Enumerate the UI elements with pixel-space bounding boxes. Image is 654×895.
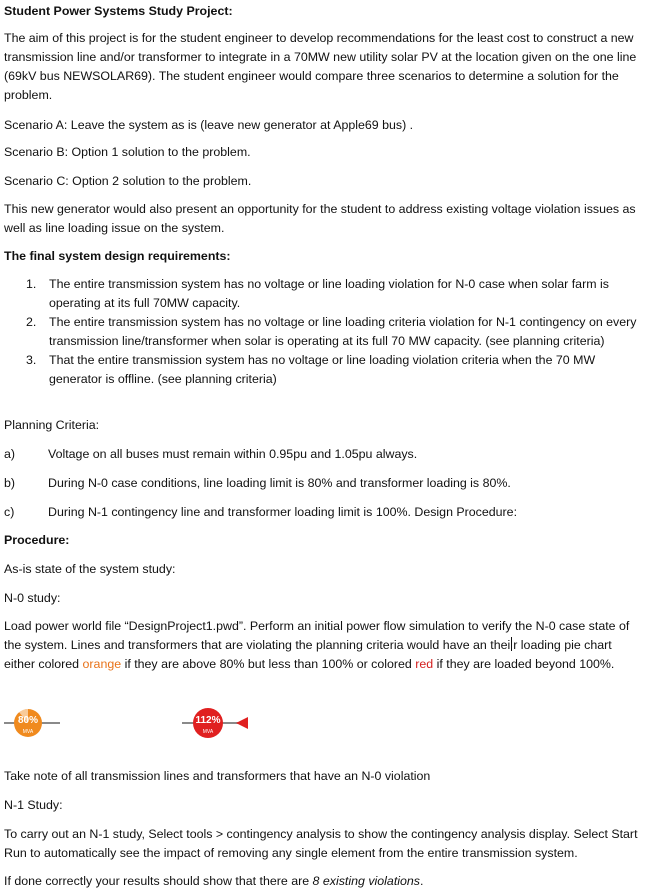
requirement-number: 1.	[26, 277, 37, 291]
n0-text-part: if they are loaded beyond 100%.	[433, 657, 615, 671]
final-text-part: If done correctly your results should show that there are	[4, 874, 313, 888]
requirement-number: 3.	[26, 353, 37, 367]
scenario-c: Scenario C: Option 2 solution to the problem.	[4, 174, 252, 188]
n1-heading: N-1 Study:	[4, 798, 63, 812]
requirement-text: The entire transmission system has no voltage or line loading violation for N-0 case when solar farm is operating at its full 70MW capacity.	[49, 277, 609, 310]
intro-paragraph: The aim of this project is for the student engineer to develop recommendations for the least cost to construct a new transmission line and/or transformer to integrate in a 70MW new utility solar PV at the location given on the one line (69kV bus NEWSOLAR69). The student engineer would compare three scenarios to determine a solution for the problem.	[4, 31, 637, 102]
n0-paragraph	[4, 617, 640, 674]
requirements-heading: The final system design requirements:	[4, 249, 231, 263]
flow-arrow-icon	[236, 717, 248, 729]
requirement-text: The entire transmission system has no voltage or line loading criteria violation for N-1 contingency on every transmission line/transformer when solar is operating at its full 70 MW capacity. (see planning criteria)	[49, 315, 637, 348]
violations-count: 8 existing violations	[312, 874, 420, 888]
orange-word: orange	[82, 657, 122, 671]
n0-text-part: r loading pie chart either colored	[4, 638, 612, 671]
n0-text-part: Load power world file “DesignProject1.pwd”. Perform an initial power flow simulation to verify the N-0 case state of the system. Lines and transformers that are violating the planning criteria would have an thei	[4, 619, 630, 652]
requirement-text: That the entire transmission system has no voltage or line loading violation criteria when the 70 MW generator is offline. (see planning criteria)	[49, 353, 596, 386]
procedure-heading: Procedure:	[4, 533, 70, 547]
requirement-item	[4, 313, 640, 351]
criteria-text: Voltage on all buses must remain within 0.95pu and 1.05pu always.	[48, 447, 418, 461]
pie-percent-label: 80%	[17, 715, 39, 726]
requirements-list	[4, 275, 640, 389]
final-paragraph	[4, 872, 640, 891]
red-word: red	[415, 657, 434, 671]
criteria-label: c)	[4, 505, 15, 519]
document-title: Student Power Systems Study Project:	[4, 4, 233, 18]
pie-unit-label: MVA	[22, 729, 34, 735]
take-note-paragraph: Take note of all transmission lines and transformers that have an N-0 violation	[4, 769, 431, 783]
criteria-text: During N-0 case conditions, line loading limit is 80% and transformer loading is 80%.	[48, 476, 511, 490]
requirement-item	[4, 275, 640, 313]
criteria-label: a)	[4, 447, 16, 461]
pie-unit-label: MVA	[202, 729, 214, 735]
pie-percent-label: 112%	[195, 715, 221, 726]
n0-heading: N-0 study:	[4, 591, 61, 605]
scenario-b: Scenario B: Option 1 solution to the problem.	[4, 145, 251, 159]
n0-text-part: if they are above 80% but less than 100% or colored	[121, 657, 416, 671]
opportunity-paragraph: This new generator would also present an opportunity for the student to address existing voltage violation issues as well as line loading issue on the system.	[4, 202, 636, 235]
criteria-text: During N-1 contingency line and transformer loading limit is 100%. Design Procedure:	[48, 505, 518, 519]
asis-heading: As-is state of the system study:	[4, 562, 176, 576]
loading-pie-orange	[4, 706, 60, 742]
n1-paragraph: To carry out an N-1 study, Select tools > contingency analysis to show the contingency analysis display. Select Start Run to automatically see the impact of removing any single element from the entire transmission system.	[4, 827, 638, 860]
criteria-label: b)	[4, 476, 16, 490]
loading-pie-red	[182, 706, 248, 742]
criteria-heading: Planning Criteria:	[4, 418, 100, 432]
scenario-a: Scenario A: Leave the system as is (leave new generator at Apple69 bus) .	[4, 118, 414, 132]
requirement-number: 2.	[26, 315, 37, 329]
requirement-item	[4, 351, 640, 389]
final-text-part: .	[420, 874, 424, 888]
